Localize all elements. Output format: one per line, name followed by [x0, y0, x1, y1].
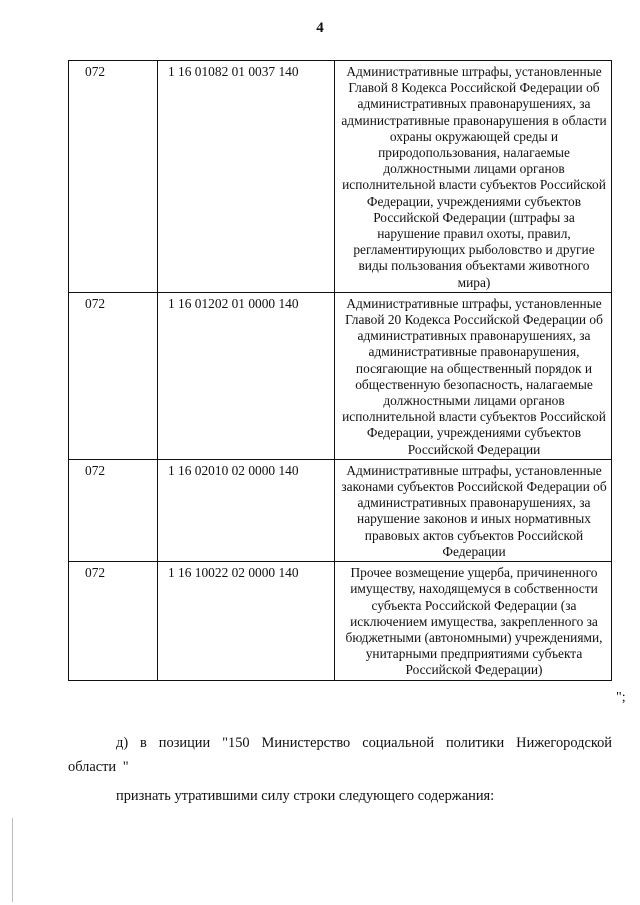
budget-code-cell: 1 16 02010 02 0000 140 — [158, 459, 335, 561]
budget-code-cell: 1 16 10022 02 0000 140 — [158, 562, 335, 680]
description-cell: Административные штрафы, установленные законами субъектов Российской Федерации об административных правонарушениях, за нарушение законов и иных нормативных правовых актов субъектов Российской Федерации — [335, 459, 612, 561]
description-cell: Административные штрафы, установленные Главой 8 Кодекса Российской Федерации об административных правонарушениях, за административные правонарушения в области охраны окружающей среды и природопользования, налагаемые должностными лицами органов исполнительной власти субъектов Российской Федерации, учреждениями субъектов Российской Федерации (штрафы за нарушение правил охоты, правил, регламентирующих рыболовство и другие виды пользования объектами животного мира) — [335, 61, 612, 293]
table-row — [69, 562, 612, 680]
closing-quote-mark: "; — [616, 690, 626, 705]
paragraph-recognize: признать утратившими силу строки следующего содержания: — [116, 788, 495, 804]
table-row — [69, 61, 612, 293]
budget-codes-table — [68, 60, 612, 681]
table-row — [69, 459, 612, 561]
table-row — [69, 292, 612, 459]
admin-code-cell: 072 — [69, 459, 158, 561]
budget-code-cell: 1 16 01202 01 0000 140 — [158, 292, 335, 459]
page-number: 4 — [316, 20, 324, 36]
paragraph-d: д) в позиции "150 Министерство социальной политики Нижегородской области " — [68, 735, 612, 775]
admin-code-cell: 072 — [69, 562, 158, 680]
scan-margin-line — [12, 818, 13, 902]
admin-code-cell: 072 — [69, 292, 158, 459]
budget-code-cell: 1 16 01082 01 0037 140 — [158, 61, 335, 293]
description-cell: Административные штрафы, установленные Главой 20 Кодекса Российской Федерации об административных правонарушениях, за административные правонарушения, посягающие на общественный порядок и общественную безопасность, налагаемые должностными лицами органов исполнительной власти субъектов Российской Федерации, учреждениями субъектов Российской Федерации — [335, 292, 612, 459]
admin-code-cell: 072 — [69, 61, 158, 293]
description-cell: Прочее возмещение ущерба, причиненного имуществу, находящемуся в собственности субъекта Российской Федерации (за исключением имущества, закрепленного за бюджетными (автономными) учреждениями, унитарными предприятиями субъекта Российской Федерации) — [335, 562, 612, 680]
